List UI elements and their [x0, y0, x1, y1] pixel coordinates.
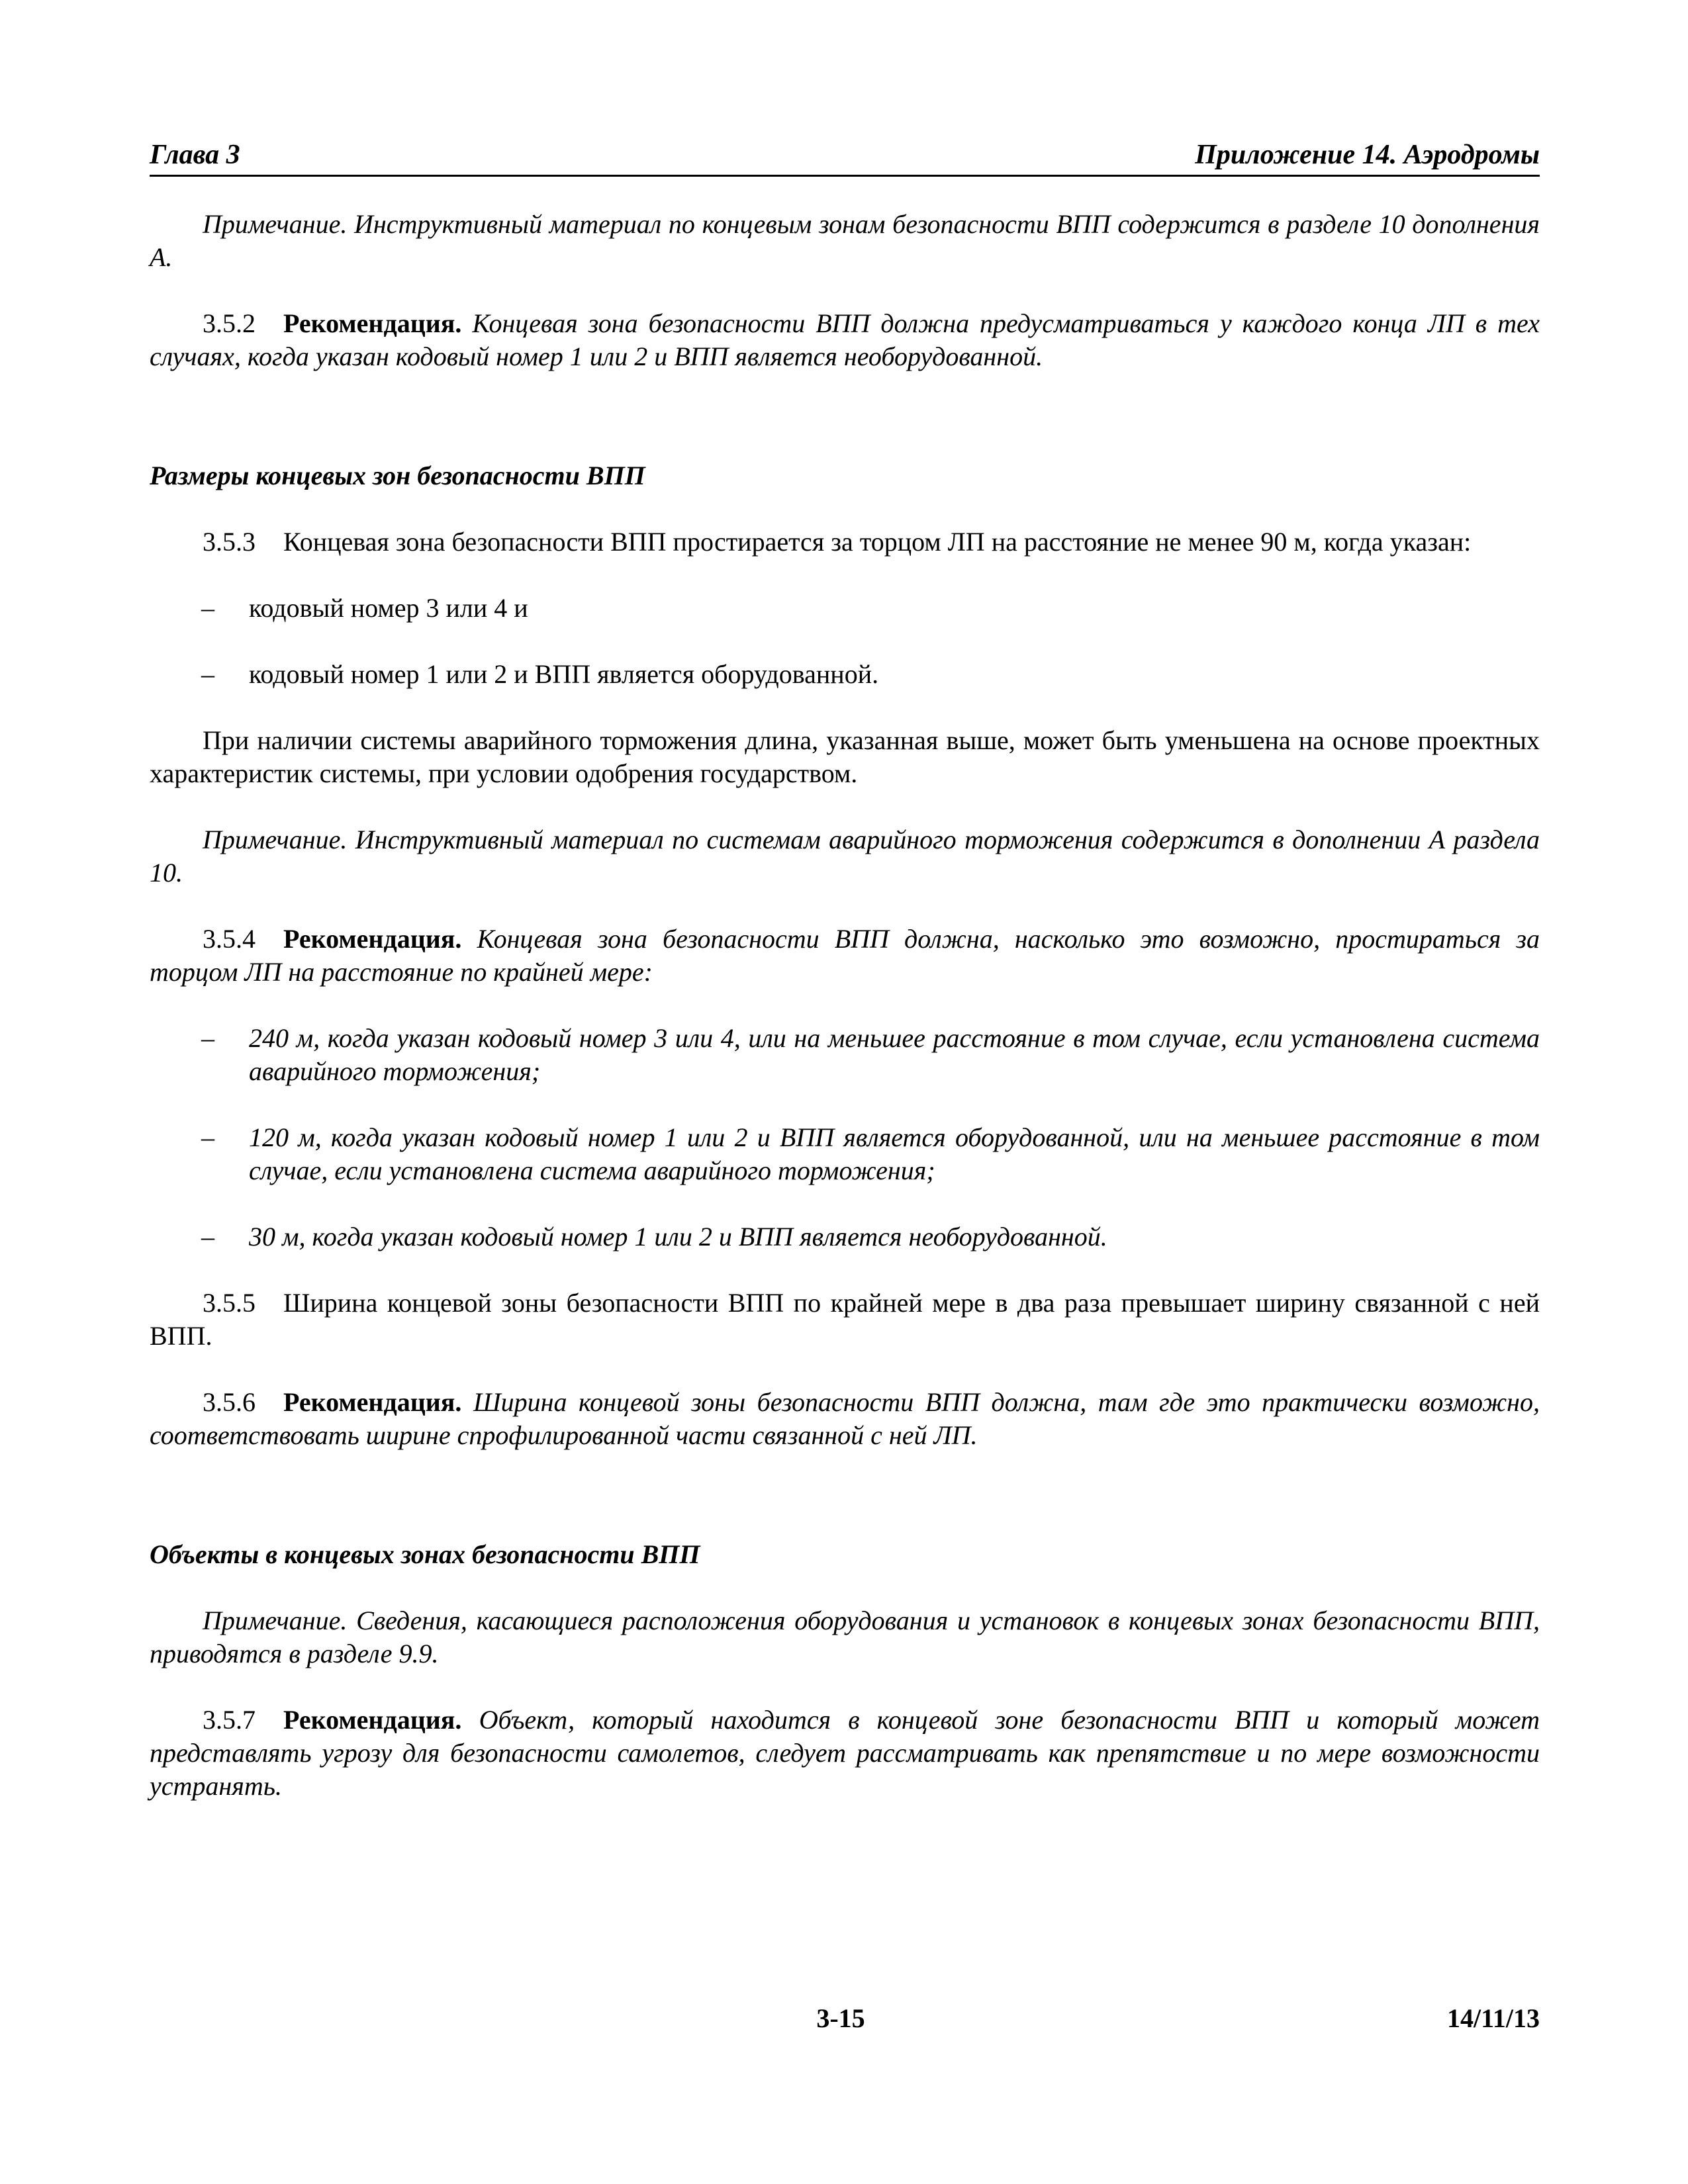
dash-marker: –: [201, 659, 214, 689]
dash-marker: –: [201, 1023, 214, 1053]
recommendation-label: Рекомендация.: [283, 924, 462, 954]
note-paragraph: Примечание. Инструктивный материал по системам аварийного торможения содержится в дополнении А раздела 10.: [150, 825, 1540, 887]
paragraph-number: 3.5.3: [203, 527, 256, 557]
paragraph-3-5-2: [150, 307, 1540, 373]
paragraph-text: Концевая зона безопасности ВПП простирается за торцом ЛП на расстояние не менее 90 м, когда указан:: [283, 527, 1472, 557]
revision-date: 14/11/13: [1446, 2003, 1540, 2033]
document-body: [150, 185, 1540, 1803]
paragraph-number: 3.5.4: [203, 924, 256, 954]
paragraph-text: Концевая зона безопасности ВПП должна предусматриваться у каждого конца ЛП в тех случаях, когда указан кодовый номер 1 или 2 и ВПП является необорудованной.: [150, 308, 1540, 371]
list-item: [150, 658, 1540, 691]
list-item-text: 120 м, когда указан кодовый номер 1 или 2 и ВПП является оборудованной, или на меньшее расстояние в том случае, если установлена система аварийного торможения;: [249, 1122, 1540, 1185]
paragraph-3-5-6: [150, 1386, 1540, 1452]
recommendation-label: Рекомендация.: [283, 1387, 462, 1417]
list-item-text: кодовый номер 3 или 4 и: [249, 593, 528, 623]
section-heading: Размеры концевых зон безопасности ВПП: [150, 461, 645, 490]
list-item-text: 30 м, когда указан кодовый номер 1 или 2 и ВПП является необорудованной.: [249, 1222, 1107, 1251]
dash-marker: –: [201, 1222, 214, 1251]
section-heading: Объекты в концевых зонах безопасности ВПП: [150, 1539, 700, 1569]
list-item: [150, 1121, 1540, 1187]
chapter-title: Глава 3: [150, 140, 240, 170]
paragraph-3-5-5: [150, 1287, 1540, 1353]
note-paragraph: Примечание. Сведения, касающиеся расположения оборудования и установок в концевых зонах безопасности ВПП, приводятся в разделе 9.9.: [150, 1606, 1540, 1668]
recommendation-label: Рекомендация.: [283, 1705, 462, 1735]
paragraph-text: Ширина концевой зоны безопасности ВПП должна, там где это практически возможно, соответствовать ширине спрофилированной части связанной с ней ЛП.: [150, 1387, 1540, 1450]
recommendation-label: Рекомендация.: [283, 308, 462, 338]
paragraph-3-5-4: [150, 923, 1540, 989]
dash-marker: –: [201, 1122, 214, 1152]
list-item: [150, 592, 1540, 625]
note-paragraph: Примечание. Инструктивный материал по концевым зонам безопасности ВПП содержится в разделе 10 дополнения А.: [150, 209, 1540, 272]
arresting-system-paragraph: При наличии системы аварийного торможения длина, указанная выше, может быть уменьшена на основе проектных характеристик системы, при условии одобрения государством.: [150, 725, 1540, 788]
dash-marker: –: [201, 593, 214, 623]
list-item: [150, 1022, 1540, 1088]
paragraph-number: 3.5.7: [203, 1705, 256, 1735]
list-item-text: 240 м, когда указан кодовый номер 3 или 4, или на меньшее расстояние в том случае, если установлена система аварийного торможения;: [249, 1023, 1540, 1086]
paragraph-text: Концевая зона безопасности ВПП должна, насколько это возможно, простираться за торцом ЛП на расстояние по крайней мере:: [150, 924, 1540, 987]
paragraph-number: 3.5.5: [203, 1288, 256, 1318]
paragraph-number: 3.5.2: [203, 308, 256, 338]
list-item: [150, 1220, 1540, 1253]
list-item-text: кодовый номер 1 или 2 и ВПП является оборудованной.: [249, 659, 879, 689]
annex-title: Приложение 14. Аэродромы: [1195, 140, 1540, 170]
page-number: 3-15: [816, 2003, 865, 2033]
page-header: [150, 132, 1540, 177]
paragraph-3-5-7: [150, 1704, 1540, 1803]
paragraph-text: Ширина концевой зоны безопасности ВПП по крайней мере в два раза превышает ширину связанной с ней ВПП.: [150, 1288, 1540, 1351]
paragraph-3-5-3: [150, 525, 1540, 559]
paragraph-text: Объект, который находится в концевой зоне безопасности ВПП и который может представлять угрозу для безопасности самолетов, следует рассматривать как препятствие и по мере возможности устранять.: [150, 1705, 1540, 1801]
paragraph-number: 3.5.6: [203, 1387, 256, 1417]
